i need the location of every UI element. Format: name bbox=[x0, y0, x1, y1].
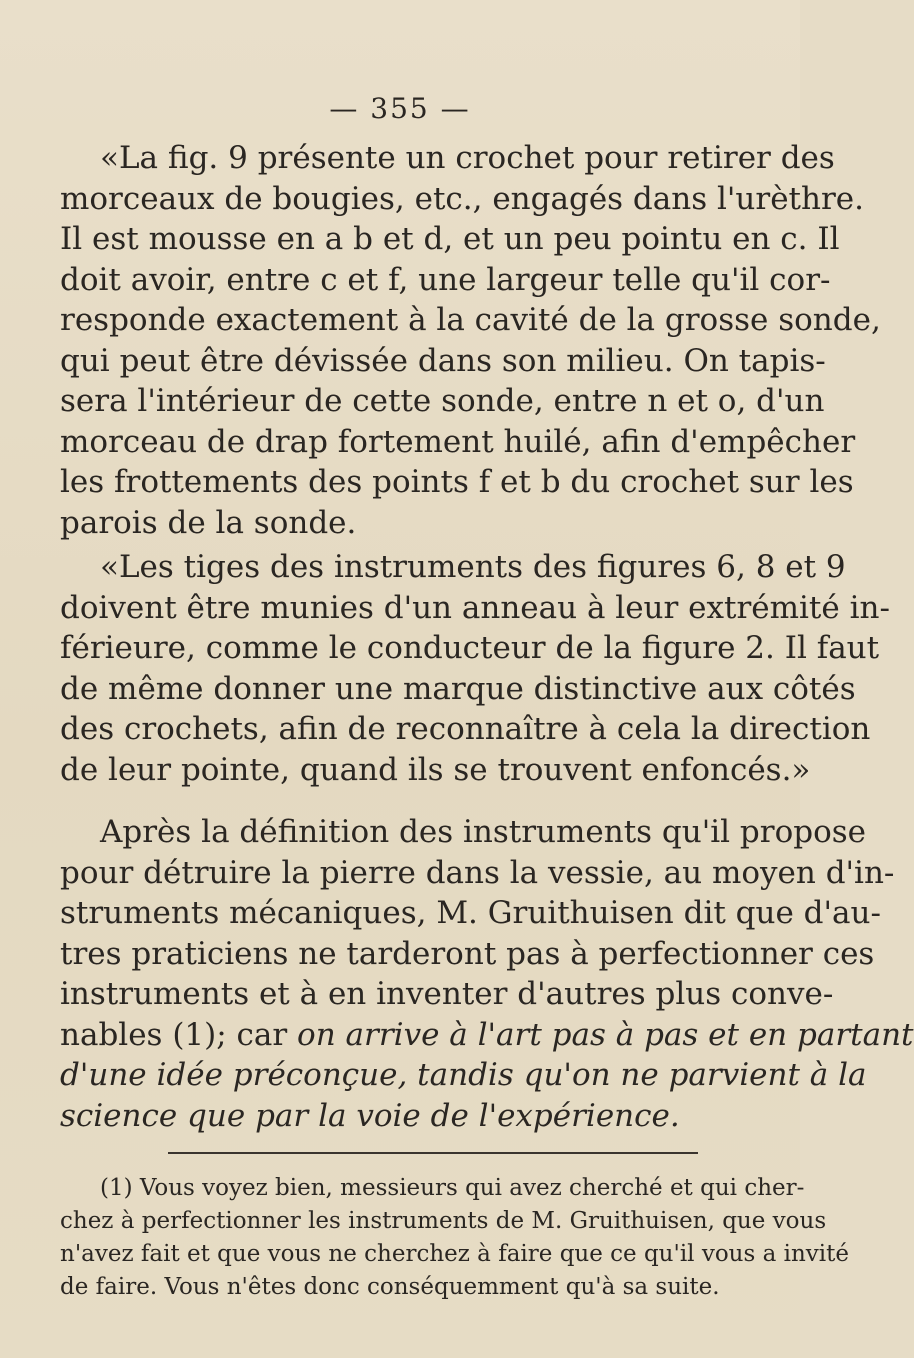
text-line: morceaux de bougies, etc., engagés dans l'urèthre. bbox=[60, 180, 864, 217]
text-line: férieure, comme le conducteur de la figure 2. Il faut bbox=[60, 630, 880, 666]
text-line: Il est mousse en a b et d, et un peu pointu en c. Il bbox=[60, 221, 840, 257]
text-line: de même donner une marque distinctive aux côtés bbox=[60, 670, 856, 707]
text-line: science que par la voie de l'expérience. bbox=[60, 1097, 680, 1134]
text-line: instruments et à en inventer d'autres plus conve- bbox=[60, 976, 834, 1012]
footnote-line: chez à perfectionner les instruments de M. Gruithuisen, que vous bbox=[60, 1208, 827, 1234]
text-line: responde exactement à la cavité de la grosse sonde, bbox=[60, 302, 881, 338]
text-line: struments mécaniques, M. Gruithuisen dit que d'au- bbox=[60, 895, 881, 931]
text-line: Après la définition des instruments qu'il propose bbox=[100, 814, 867, 850]
text-line: d'une idée préconçue, tandis qu'on ne parvient à la bbox=[60, 1057, 867, 1093]
text-roman: nables (1); car bbox=[60, 1016, 298, 1053]
page-number: — 355 — bbox=[329, 92, 471, 125]
text-line: les frottements des points f et b du crochet sur les bbox=[60, 464, 854, 500]
text-line: doit avoir, entre c et f, une largeur telle qu'il cor- bbox=[60, 261, 831, 298]
footnote-line: (1) Vous voyez bien, messieurs qui avez cherché et qui cher- bbox=[100, 1175, 805, 1201]
text-line: pour détruire la pierre dans la vessie, au moyen d'in- bbox=[60, 854, 895, 891]
text-line: parois de la sonde. bbox=[60, 504, 357, 541]
text-line: qui peut être dévissée dans son milieu. On tapis- bbox=[60, 342, 826, 379]
footnote-line: de faire. Vous n'êtes donc conséquemment qu'à sa suite. bbox=[60, 1274, 720, 1300]
footnote-line: n'avez fait et que vous ne cherchez à faire que ce qu'il vous a invité bbox=[60, 1241, 850, 1267]
text-line: «Les tiges des instruments des figures 6, 8 et 9 bbox=[100, 549, 846, 585]
text-line: tres praticiens ne tarderont pas à perfectionner ces bbox=[60, 935, 875, 972]
text-line: morceau de drap fortement huilé, afin d'empêcher bbox=[60, 423, 856, 460]
text-line: de leur pointe, quand ils se trouvent enfoncés.» bbox=[60, 751, 811, 788]
text-line: doivent être munies d'un anneau à leur extrémité in- bbox=[60, 589, 890, 626]
text-line: sera l'intérieur de cette sonde, entre n et o, d'un bbox=[60, 383, 825, 419]
text-italic: on arrive à l'art pas à pas et en partant bbox=[297, 1016, 914, 1053]
text-line: des crochets, afin de reconnaître à cela la direction bbox=[60, 711, 871, 747]
text-line bbox=[60, 1015, 914, 1055]
text-line: «La fig. 9 présente un crochet pour retirer des bbox=[100, 140, 835, 176]
footnote-rule bbox=[168, 1152, 698, 1154]
